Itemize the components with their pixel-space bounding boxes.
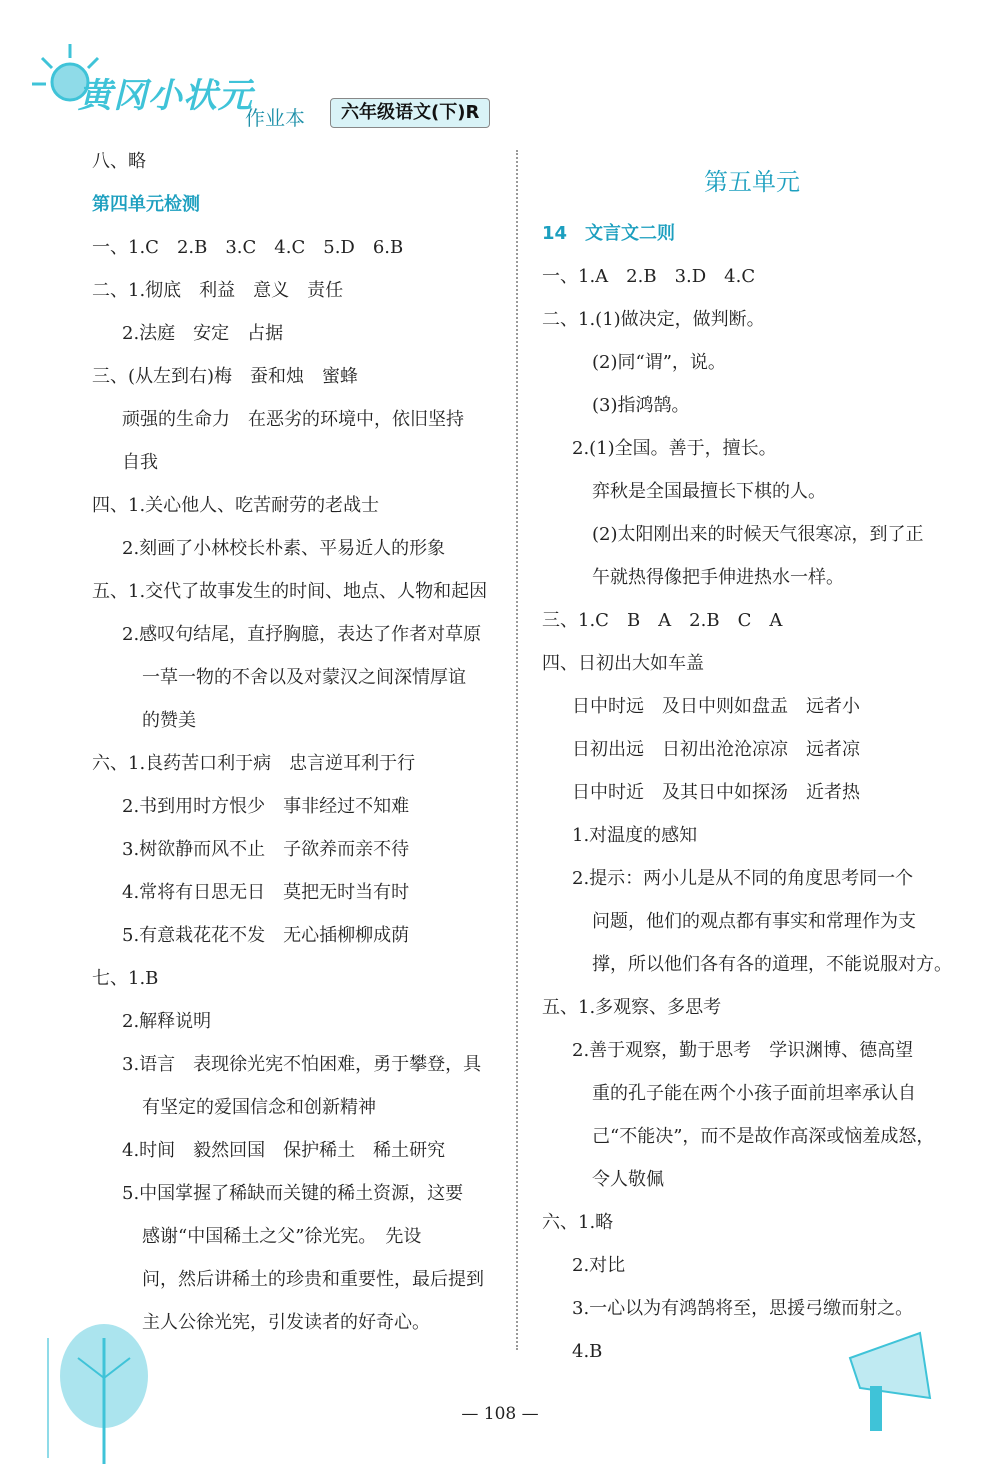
answer-line: 二、1.(1)做决定，做判断。: [542, 309, 765, 330]
grade-label: 六年级语文(下)R: [330, 98, 490, 128]
answer-line: 一草一物的不舍以及对蒙汉之间深情厚谊: [142, 667, 466, 688]
answer-line: 主人公徐光宪，引发读者的好奇心。: [142, 1312, 430, 1333]
answer-line: 2.法庭 安定 占据: [122, 323, 284, 344]
answer-line: 重的孔子能在两个小孩子面前坦率承认自: [592, 1083, 916, 1104]
answer-line: 的赞美: [142, 710, 196, 731]
answer-line: 4.时间 毅然回国 保护稀土 稀土研究: [122, 1140, 446, 1161]
answer-line: 3.语言 表现徐光宪不怕困难，勇于攀登，具: [122, 1054, 482, 1075]
answer-line: (2)同“谓”，说。: [592, 352, 726, 373]
answer-line: 日中时近 及其日中如探汤 近者热: [572, 782, 860, 803]
answer-line: 七、1.B: [92, 968, 159, 989]
leaf-decoration-icon: [28, 1318, 148, 1468]
answer-line: 二、1.彻底 利益 意义 责任: [92, 280, 344, 301]
answer-line: 14 文言文二则: [542, 223, 676, 244]
answer-line: 八、略: [92, 151, 146, 172]
answer-line: (3)指鸿鹄。: [592, 395, 690, 416]
answer-line: 己“不能决”，而不是故作高深或恼羞成怒，: [592, 1126, 935, 1147]
answer-line: 一、1.A 2.B 3.D 4.C: [542, 266, 756, 287]
answer-line: 2.感叹句结尾，直抒胸臆，表达了作者对草原: [122, 624, 482, 645]
answer-line: 1.对温度的感知: [572, 825, 698, 846]
answer-line: 午就热得像把手伸进热水一样。: [592, 567, 844, 588]
answer-line: 感谢“中国稀土之父”徐光宪。 先设: [142, 1226, 422, 1247]
left-column: [92, 140, 512, 1344]
answer-line: 日初出远 日初出沧沧凉凉 远者凉: [572, 739, 860, 760]
answer-line: 有坚定的爱国信念和创新精神: [142, 1097, 376, 1118]
sub-title: 作业本: [245, 106, 305, 130]
answer-line: 三、(从左到右)梅 蚕和烛 蜜蜂: [92, 366, 359, 387]
answer-line: 六、1.良药苦口利于病 忠言逆耳利于行: [92, 753, 416, 774]
page-number: — 108 —: [461, 1404, 539, 1424]
unit-title: 第五单元: [704, 168, 800, 196]
answer-line: 顽强的生命力 在恶劣的环境中，依旧坚持: [122, 409, 464, 430]
answer-line: 2.书到用时方恨少 事非经过不知难: [122, 796, 410, 817]
answer-line: 五、1.多观察、多思考: [542, 997, 722, 1018]
answer-line: 2.刻画了小林校长朴素、平易近人的形象: [122, 538, 446, 559]
answer-line: 问，然后讲稀土的珍贵和重要性，最后提到: [142, 1269, 484, 1290]
answer-line: 2.对比: [572, 1255, 626, 1276]
answer-line: 3.树欲静而风不止 子欲养而亲不待: [122, 839, 410, 860]
answer-line: 三、1.C B A 2.B C A: [542, 610, 783, 631]
answer-line: 问题，他们的观点都有事实和常理作为支: [592, 911, 916, 932]
answer-line: 四、1.关心他人、吃苦耐劳的老战士: [92, 495, 380, 516]
answer-line: 撑，所以他们各有各的道理，不能说服对方。: [592, 954, 952, 975]
answer-line: 2.(1)全国。善于，擅长。: [572, 438, 777, 459]
answer-line: 5.中国掌握了稀缺而关键的稀土资源，这要: [122, 1183, 464, 1204]
answer-line: 2.提示：两小儿是从不同的角度思考同一个: [572, 868, 914, 889]
answer-line: 弈秋是全国最擅长下棋的人。: [592, 481, 826, 502]
answer-line: 3.一心以为有鸿鹄将至，思援弓缴而射之。: [572, 1298, 914, 1319]
answer-line: 自我: [122, 452, 158, 473]
answer-line: (2)太阳刚出来的时候天气很寒凉，到了正: [592, 524, 924, 545]
logo-text: 黄冈小状元: [78, 76, 253, 116]
column-divider: [516, 150, 518, 1350]
answer-line: 四、日初出大如车盖: [542, 653, 704, 674]
right-column: [542, 164, 962, 1373]
answer-line: 2.解释说明: [122, 1011, 212, 1032]
header: [30, 40, 510, 140]
answer-line: 第四单元检测: [92, 194, 200, 215]
answer-line: 一、1.C 2.B 3.C 4.C 5.D 6.B: [92, 237, 404, 258]
answer-line: 六、1.略: [542, 1212, 614, 1233]
answer-line: 2.善于观察，勤于思考 学识渊博、德高望: [572, 1040, 914, 1061]
answer-line: 4.常将有日思无日 莫把无时当有时: [122, 882, 410, 903]
answer-line: 五、1.交代了故事发生的时间、地点、人物和起因: [92, 581, 488, 602]
answer-line: 4.B: [572, 1341, 603, 1362]
answer-line: 5.有意栽花花不发 无心插柳柳成荫: [122, 925, 410, 946]
answer-line: 日中时远 及日中则如盘盂 远者小: [572, 696, 860, 717]
answer-line: 令人敬佩: [592, 1169, 664, 1190]
right-answer-list: [542, 212, 962, 1373]
